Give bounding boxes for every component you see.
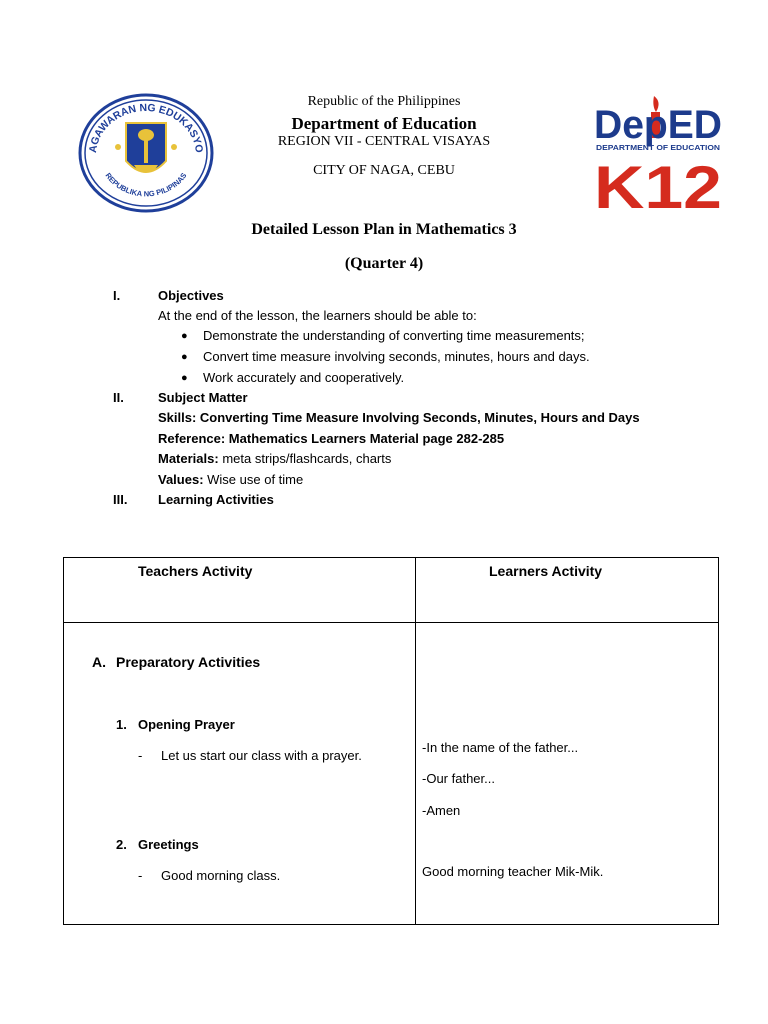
section-number-objectives: I.: [113, 288, 121, 303]
opening-prayer-heading: Opening Prayer: [138, 717, 235, 732]
reference-line: Reference: Mathematics Learners Material page 282-285: [158, 431, 505, 446]
objectives-heading: Objectives: [158, 288, 224, 303]
skills-line: Skills: Converting Time Measure Involving Seconds, Minutes, Hours and Days: [158, 410, 640, 425]
greetings-number: 2.: [116, 837, 127, 852]
bullet-icon: ●: [181, 330, 188, 342]
seal-text-bottom: REPUBLIKA NG PILIPINAS: [103, 171, 189, 199]
teachers-activity-header: Teachers Activity: [138, 563, 253, 579]
objective-item: Convert time measure involving seconds, minutes, hours and days.: [203, 349, 590, 364]
greetings-heading: Greetings: [138, 837, 199, 852]
opening-prayer-dash: -: [138, 748, 143, 763]
learning-activities-heading: Learning Activities: [158, 492, 274, 507]
learner-response-line: -Our father...: [422, 771, 495, 786]
table-header-divider: [64, 622, 718, 623]
deped-seal-logo: [78, 93, 214, 213]
seal-text-top: AGAWARAN NG EDUKASYO: [86, 101, 206, 154]
region-line: REGION VII - CENTRAL VISAYAS: [277, 134, 491, 149]
preparatory-activities-heading: Preparatory Activities: [116, 654, 261, 670]
city-line: CITY OF NAGA, CEBU: [313, 163, 455, 178]
logo-deped-subtext: DEPARTMENT OF EDUCATION: [596, 145, 720, 152]
greetings-learner-text: Good morning teacher Mik-Mik.: [422, 864, 604, 879]
opening-prayer-teacher-text: Let us start our class with a prayer.: [161, 748, 362, 763]
bullet-icon: ●: [181, 351, 188, 363]
materials-value: meta strips/flashcards, charts: [218, 451, 392, 466]
learner-response-line: -In the name of the father...: [422, 740, 579, 755]
department-line: Department of Education: [291, 114, 477, 133]
materials-line: [158, 449, 391, 469]
learner-response-line: -Amen: [422, 803, 461, 818]
section-number-learning-activities: III.: [113, 492, 128, 507]
greetings-dash: -: [138, 868, 143, 883]
bullet-icon: ●: [181, 372, 188, 384]
objective-item: Work accurately and cooperatively.: [203, 370, 405, 385]
republic-line: Republic of the Philippines: [307, 94, 461, 109]
learners-activity-header: Learners Activity: [489, 563, 603, 579]
values-line: [158, 470, 303, 490]
logo-k12-text: K12: [594, 154, 722, 210]
objectives-intro: At the end of the lesson, the learners should be able to:: [158, 308, 477, 323]
lesson-plan-title: Detailed Lesson Plan in Mathematics 3: [251, 221, 517, 238]
table-column-divider: [415, 558, 416, 924]
objective-item: Demonstrate the understanding of converting time measurements;: [203, 328, 585, 343]
opening-prayer-number: 1.: [116, 717, 127, 732]
values-label: Values:: [158, 472, 204, 487]
preparatory-letter: A.: [92, 654, 106, 670]
materials-label: Materials:: [158, 451, 219, 466]
greetings-teacher-text: Good morning class.: [161, 868, 281, 883]
quarter-label: (Quarter 4): [344, 255, 424, 272]
subject-matter-heading: Subject Matter: [158, 390, 248, 405]
logo-deped-text: DepED: [594, 103, 722, 147]
activities-table: [63, 557, 719, 925]
section-number-subject-matter: II.: [113, 390, 124, 405]
deped-k12-logo: [592, 92, 724, 210]
values-value: Wise use of time: [203, 472, 304, 487]
